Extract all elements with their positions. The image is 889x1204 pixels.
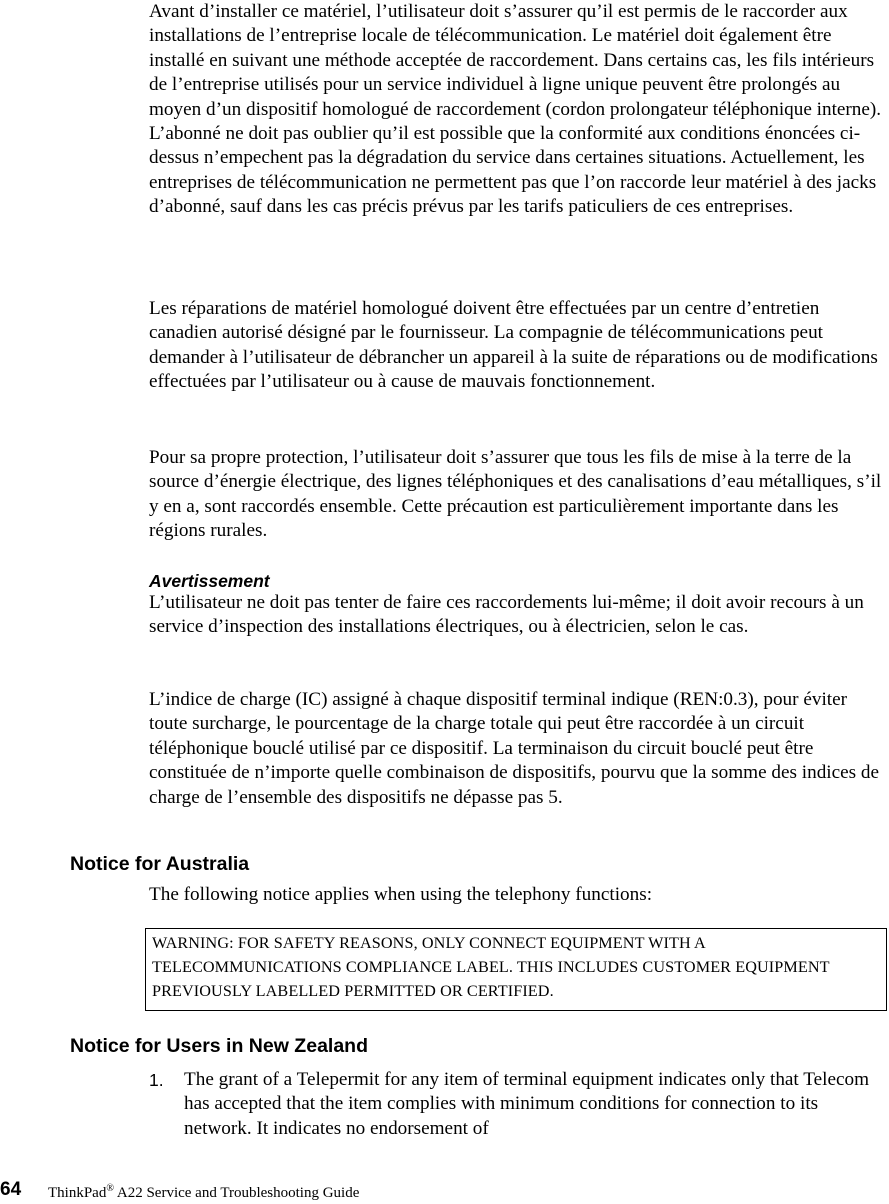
page-footer bbox=[0, 1179, 889, 1204]
paragraph: Pour sa propre protection, l’utilisateur doit s’assurer que tous les fils de mise à la terre de la source d’énergie électrique, des lignes téléphoniques et des canalisations d’eau métalliques, s’il y en a, sont raccordés ensemble. Cette précaution est particulièrement importante dans les régions rurales. bbox=[149, 447, 882, 542]
footer-title bbox=[48, 1183, 359, 1203]
paragraph: Avant d’installer ce matériel, l’utilisateur doit s’assurer qu’il est permis de le raccorder aux installations de l’entreprise locale de télécommunication. Le matériel doit également être installé en suivant une méthode acceptée de raccordement. Dans certains cas, les fils intérieurs de l’entreprise utilisés pour un service individuel à ligne unique peuvent être prolongés au moyen d’un dispositif homologué de raccordement (cordon prolongateur téléphonique interne). L’abonné ne doit pas oublier qu’il est possible que la conformité aux conditions énoncées ci-dessus n’empechent pas la dégradation du service dans certaines situations. Actuellement, les entreprises de télécommunication ne permettent pas que l’on raccorde leur matériel à des jacks d’abonné, sauf dans les cas précis prévus par les tarifs paticuliers de ces entreprises. bbox=[149, 1, 882, 218]
australia-heading: Notice for Australia bbox=[70, 853, 250, 875]
warning-text: L’utilisateur ne doit pas tenter de faire ces raccordements lui-même; il doit avoir recours à un service d’inspection des installations électriques, ou à électricien, selon le cas. bbox=[149, 592, 864, 638]
french-para-repairs bbox=[149, 297, 889, 395]
french-para-installation bbox=[149, 0, 889, 220]
paragraph: L’indice de charge (IC) assigné à chaque dispositif terminal indique (REN:0.3), pour éviter toute surcharge, le pourcentage de la charge totale qui peut être raccordée à un circuit téléphonique bouclé utilisé par ce dispositif. La terminaison du circuit bouclé peut être constituée de n’importe quelle combinaison de dispositifs, pourvu que la somme des indices de charge de l’ensemble des dispositifs ne dépasse pas 5. bbox=[149, 689, 880, 808]
warning-block bbox=[149, 571, 889, 640]
list-item bbox=[149, 1068, 879, 1141]
french-para-load-index bbox=[149, 688, 889, 810]
footer-title-suffix: A22 Service and Troubleshooting Guide bbox=[113, 1185, 360, 1201]
warning-heading: Avertissement bbox=[149, 571, 270, 591]
footer-title-prefix: ThinkPad bbox=[48, 1185, 107, 1201]
australia-intro bbox=[149, 883, 889, 907]
australia-warning-box: WARNING: FOR SAFETY REASONS, ONLY CONNECT EQUIPMENT WITH A TELECOMMUNICATIONS COMPLIANCE LABEL. THIS INCLUDES CUSTOMER EQUIPMENT PREVIOUSLY LABELLED PERMITTED OR CERTIFIED. bbox=[145, 928, 887, 1011]
french-para-grounding bbox=[149, 446, 889, 544]
new-zealand-list bbox=[149, 1068, 879, 1141]
paragraph: Les réparations de matériel homologué doivent être effectuées par un centre d’entretien canadien autorisé désigné par le fournisseur. La compagnie de télécommunications peut demander à l’utilisateur de débrancher un appareil à la suite de réparations ou de modifications effectuées par l’utilisateur ou à cause de mauvais fonctionnement. bbox=[149, 298, 878, 393]
list-item-text: The grant of a Telepermit for any item of terminal equipment indicates only that Telecom has accepted that the item complies with minimum conditions for connection to its network. It indicates no endorsement of bbox=[184, 1069, 869, 1139]
new-zealand-heading: Notice for Users in New Zealand bbox=[70, 1035, 368, 1057]
page-number: 64 bbox=[0, 1179, 22, 1200]
registered-mark: ® bbox=[106, 1183, 114, 1194]
paragraph: The following notice applies when using the telephony functions: bbox=[149, 884, 653, 905]
list-item-number: 1. bbox=[149, 1070, 164, 1090]
